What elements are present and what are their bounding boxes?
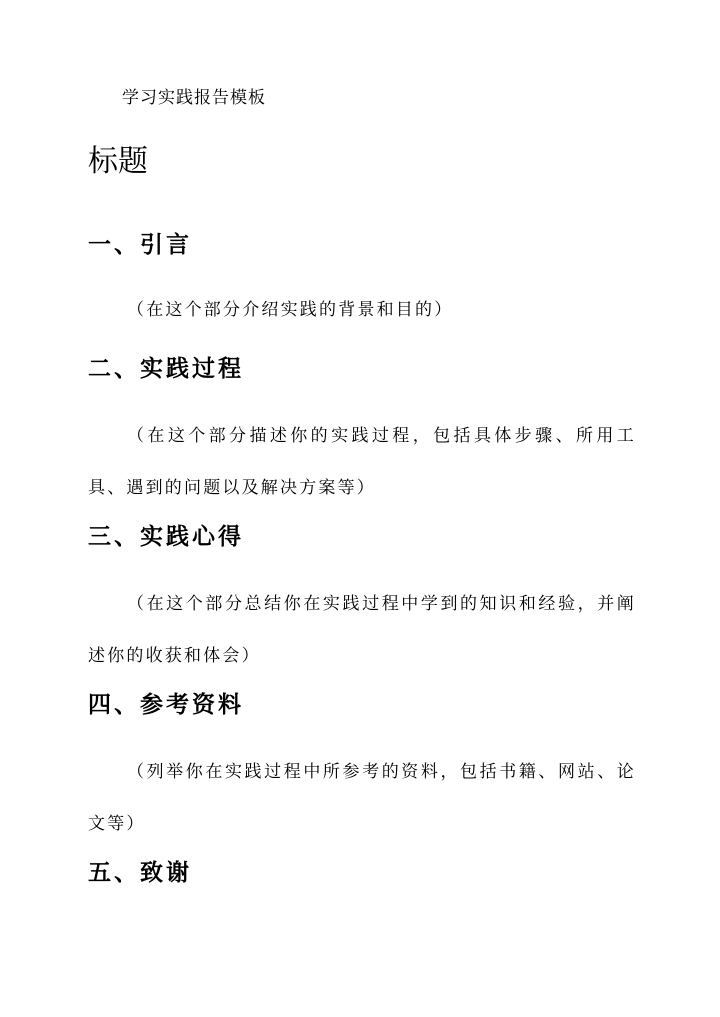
document-title: 标题 xyxy=(88,144,148,179)
section-heading-process: 二、实践过程 xyxy=(88,355,244,382)
section-body-introduction: （在这个部分介绍实践的背景和目的） xyxy=(127,300,454,320)
section-heading-introduction: 一、引言 xyxy=(88,231,192,258)
section-heading-acknowledgements: 五、致谢 xyxy=(88,859,192,886)
section-body-process: （在这个部分描述你的实践过程，包括具体步骤、所用工具、遇到的问题以及解决方案等） xyxy=(88,426,636,498)
section-body-references: （列举你在实践过程中所参考的资料，包括书籍、网站、论文等） xyxy=(88,762,636,834)
section-body-reflections: （在这个部分总结你在实践过程中学到的知识和经验，并阐述你的收获和体会） xyxy=(88,594,636,666)
section-heading-references: 四、参考资料 xyxy=(88,691,244,718)
document-label: 学习实践报告模板 xyxy=(122,88,266,108)
section-heading-reflections: 三、实践心得 xyxy=(88,523,244,550)
